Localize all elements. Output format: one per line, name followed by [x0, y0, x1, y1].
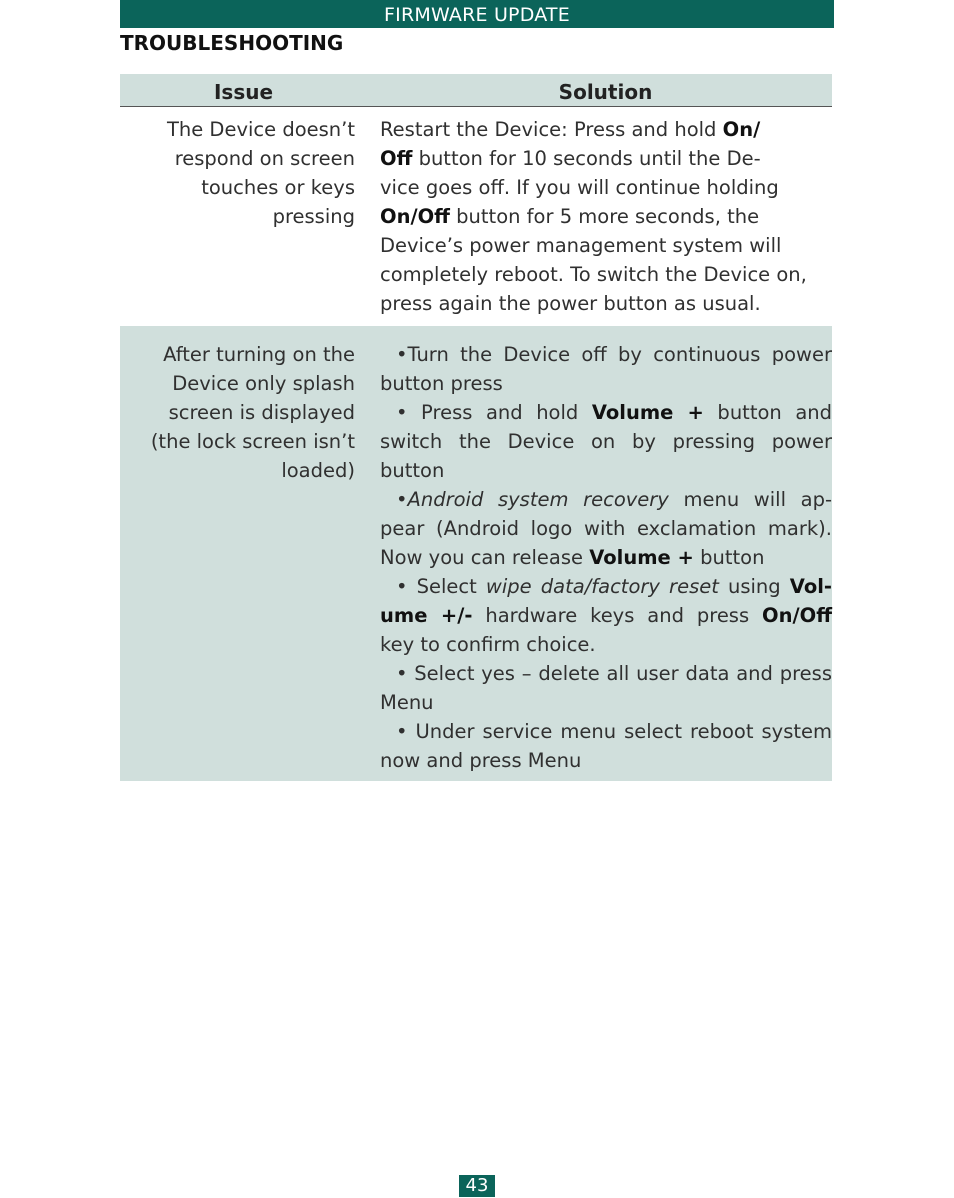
- solution-bold: Off: [380, 147, 413, 170]
- step-text: •: [396, 488, 408, 511]
- step-italic: wipe data/factory reset: [485, 575, 719, 598]
- solution-step: • Select yes – delete all user data and press Menu: [380, 662, 832, 714]
- step-text: button and switch the Device on by pressing power button: [380, 401, 832, 482]
- step-text: • Press and hold: [396, 401, 592, 424]
- solution-step: [380, 398, 832, 485]
- step-bold: Volume +: [589, 546, 694, 569]
- troubleshooting-table: [120, 74, 832, 781]
- step-text: using: [718, 575, 790, 598]
- header-title: FIRMWARE UPDATE: [384, 4, 570, 26]
- issue-line: pressing: [272, 205, 355, 228]
- issue-line: Device only splash: [172, 372, 355, 395]
- solution-step: [380, 485, 832, 572]
- solution-line: vice goes off. If you will continue holding: [380, 176, 779, 199]
- step-bold: On/Off: [762, 604, 832, 627]
- table-header: [120, 74, 832, 107]
- solution-cell: [380, 340, 832, 775]
- step-text: key to confirm choice.: [380, 633, 596, 656]
- solution-line: [380, 144, 832, 173]
- solution-cell: [380, 115, 832, 318]
- table-row: [120, 326, 832, 781]
- header-issue: Issue: [213, 80, 274, 104]
- solution-line: [380, 115, 832, 144]
- step-text: menu will ap-pear (Android logo with exclamation mark). Now you can release: [380, 488, 832, 569]
- step-bold: Vol-ume +/-: [380, 575, 832, 627]
- issue-cell: [120, 340, 355, 775]
- issue-line: loaded): [281, 459, 355, 482]
- step-text: button: [693, 546, 765, 569]
- solution-text: button for 5 more seconds, the: [449, 205, 760, 228]
- issue-line: (the lock screen isn’t: [150, 430, 355, 453]
- solution-step: •Turn the Device off by continuous power button press: [380, 343, 832, 395]
- step-text: • Select: [396, 575, 486, 598]
- issue-cell: [120, 115, 355, 318]
- solution-line: [380, 202, 832, 231]
- section-title: TROUBLESHOOTING: [120, 31, 344, 55]
- solution-line: completely reboot. To switch the Device on,: [380, 263, 807, 286]
- solution-line: press again the power button as usual.: [380, 292, 761, 315]
- issue-line: After turning on the: [163, 343, 355, 366]
- step-text: hardware keys and press: [472, 604, 763, 627]
- page-number: 43: [459, 1175, 495, 1197]
- issue-line: touches or keys: [201, 176, 355, 199]
- solution-step: [380, 572, 832, 659]
- issue-line: The Device doesn’t: [166, 118, 355, 141]
- header-solution: Solution: [558, 80, 653, 104]
- step-bold: Volume +: [591, 401, 704, 424]
- solution-step: • Under service menu select reboot system now and press Menu: [380, 720, 832, 772]
- solution-bold: On/: [722, 118, 761, 141]
- solution-text: Restart the Device: Press and hold: [380, 118, 723, 141]
- issue-line: respond on screen: [174, 147, 355, 170]
- table-row: [120, 107, 832, 326]
- step-italic: Android system recovery: [407, 488, 669, 511]
- solution-bold: On/Off: [380, 205, 450, 228]
- solution-line: Device’s power management system will: [380, 234, 782, 257]
- solution-text: button for 10 seconds until the De-: [412, 147, 761, 170]
- header-bar: [120, 0, 834, 28]
- issue-line: screen is displayed: [168, 401, 355, 424]
